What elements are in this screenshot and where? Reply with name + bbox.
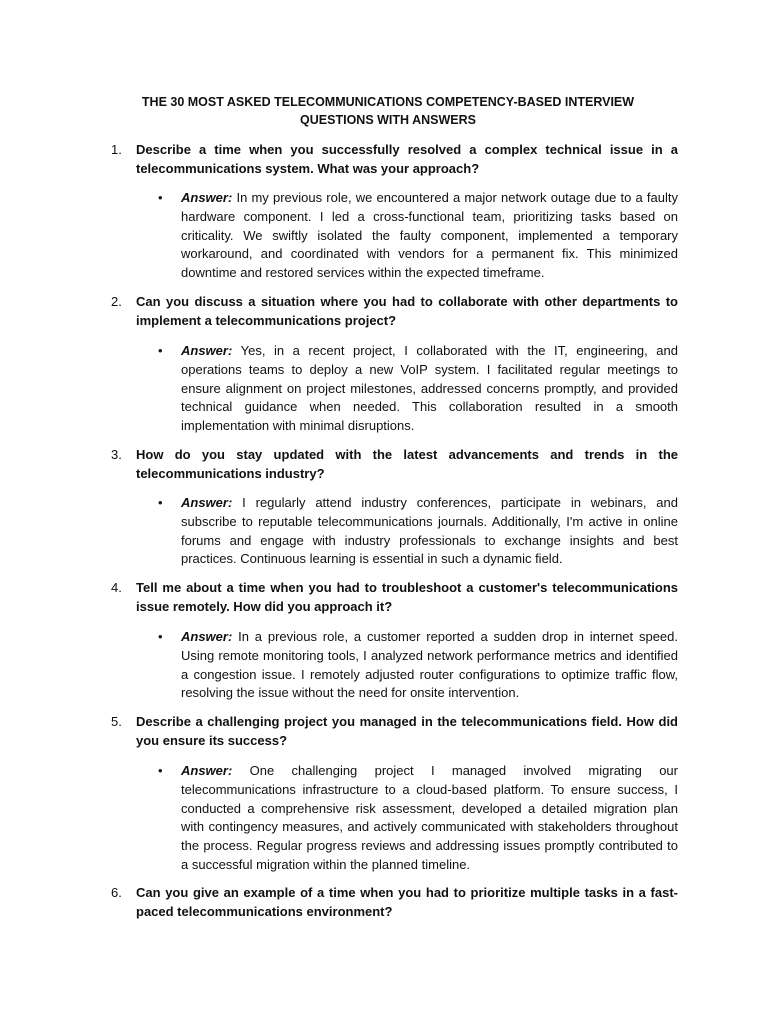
answer-4: [158, 628, 678, 703]
answer-label: Answer:: [181, 190, 233, 205]
question-number: 6.: [111, 885, 122, 900]
title-line-1: THE 30 MOST ASKED TELECOMMUNICATIONS COMPETENCY-BASED INTERVIEW: [141, 95, 635, 109]
question-5: [111, 713, 678, 750]
answer-1: [158, 189, 678, 283]
question-text: Describe a challenging project you managed in the telecommunications field. How did you ensure its success?: [136, 714, 678, 748]
question-2: [111, 293, 678, 330]
answer-text: In my previous role, we encountered a major network outage due to a faulty hardware component. I led a cross-functional team, prioritizing tasks based on criticality. We swiftly isolated the faulty component, implemented a temporary workaround, and coordinated with vendors for a permanent fix. This minimized downtime and restored services within the expected timeframe.: [181, 190, 678, 281]
answer-5: [158, 762, 678, 875]
answer-label: Answer:: [181, 495, 233, 510]
question-number: 1.: [111, 142, 122, 157]
question-text: Describe a time when you successfully resolved a complex technical issue in a telecommunications system. What was your approach?: [136, 142, 678, 176]
question-text: Can you discuss a situation where you had to collaborate with other departments to implement a telecommunications project?: [136, 294, 678, 328]
question-6: [111, 884, 678, 921]
document-title: [100, 93, 676, 129]
answer-2: [158, 342, 678, 436]
answer-text: One challenging project I managed involved migrating our telecommunications infrastructure to a cloud-based platform. To ensure success, I conducted a comprehensive risk assessment, developed a detailed migration plan with contingency measures, and actively communicated with stakeholders throughout the process. Regular progress reviews and addressing issues promptly contributed to a successful migration within the planned timeline.: [181, 763, 678, 872]
question-number: 4.: [111, 580, 122, 595]
bullet-icon: •: [158, 495, 163, 510]
question-number: 2.: [111, 294, 122, 309]
question-text: How do you stay updated with the latest advancements and trends in the telecommunications industry?: [136, 447, 678, 481]
question-text: Can you give an example of a time when you had to prioritize multiple tasks in a fast-paced telecommunications environment?: [136, 885, 678, 919]
question-number: 3.: [111, 447, 122, 462]
answer-label: Answer:: [181, 629, 233, 644]
bullet-icon: •: [158, 763, 163, 778]
question-1: [111, 141, 678, 178]
answer-label: Answer:: [181, 343, 233, 358]
question-4: [111, 579, 678, 616]
bullet-icon: •: [158, 190, 163, 205]
answer-label: Answer:: [181, 763, 233, 778]
title-line-2: QUESTIONS WITH ANSWERS: [300, 113, 476, 127]
answer-3: [158, 494, 678, 569]
bullet-icon: •: [158, 629, 163, 644]
answer-text: Yes, in a recent project, I collaborated with the IT, engineering, and operations teams to deploy a new VoIP system. I facilitated regular meetings to ensure alignment on project milestones, addressed concerns promptly, and provided technical guidance when needed. This collaboration resulted in a smooth implementation with minimal disruptions.: [181, 343, 678, 434]
answer-text: I regularly attend industry conferences, participate in webinars, and subscribe to reputable telecommunications journals. Additionally, I'm active in online forums and engage with industry professionals to exchange insights and best practices. Continuous learning is essential in such a dynamic field.: [181, 495, 678, 567]
question-number: 5.: [111, 714, 122, 729]
answer-text: In a previous role, a customer reported a sudden drop in internet speed. Using remote monitoring tools, I analyzed network performance metrics and identified a congestion issue. I remotely adjusted router configurations to optimize traffic flow, resolving the issue without the need for onsite intervention.: [181, 629, 678, 701]
question-3: [111, 446, 678, 483]
bullet-icon: •: [158, 343, 163, 358]
question-text: Tell me about a time when you had to troubleshoot a customer's telecommunications issue remotely. How did you approach it?: [136, 580, 678, 614]
